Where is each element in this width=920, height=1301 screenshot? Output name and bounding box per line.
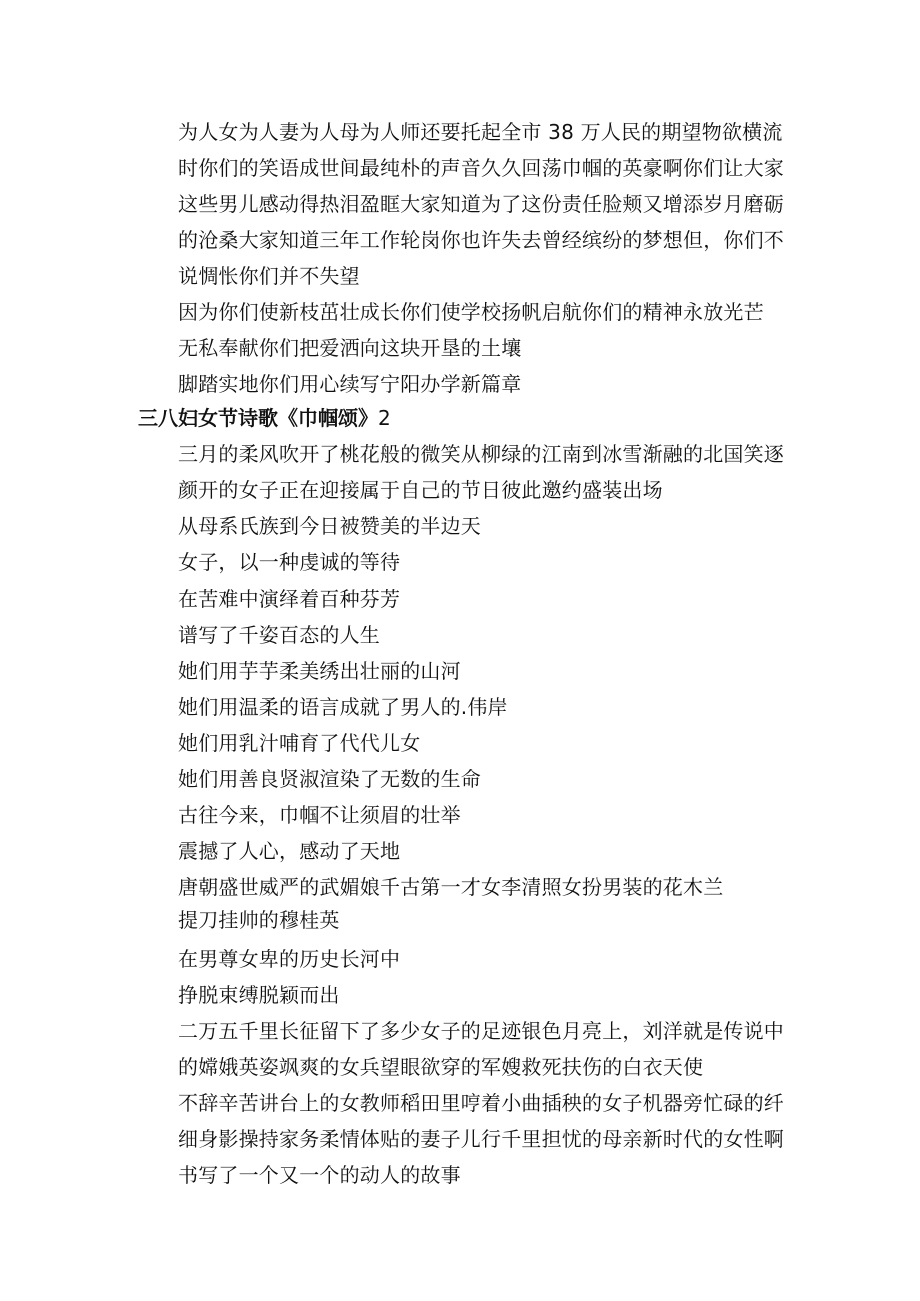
poem-heading xyxy=(138,406,391,430)
poem-line: 二万五千里长征留下了多少女子的足迹银色月亮上，刘洋就是传说中 xyxy=(178,1019,784,1043)
poem-line: 的沧桑大家知道三年工作轮岗你也许失去曾经缤纷的梦想但，你们不 xyxy=(178,228,784,252)
poem-line: 古往今来，巾帼不让须眉的壮举 xyxy=(178,803,461,827)
poem-line: 为人女为人妻为人母为人师还要托起全市 38 万人民的期望物欲横流 xyxy=(178,120,783,144)
poem-line: 在男尊女卑的历史长河中 xyxy=(178,947,401,971)
poem-title: 三八妇女节诗歌《巾帼颂》 xyxy=(138,406,378,430)
poem-line: 她们用温柔的语言成就了男人的.伟岸 xyxy=(178,695,508,719)
poem-line: 不辞辛苦讲台上的女教师稻田里哼着小曲插秧的女子机器旁忙碌的纤 xyxy=(178,1091,784,1115)
poem-line: 书写了一个又一个的动人的故事 xyxy=(178,1163,461,1187)
poem-line: 震撼了人心，感动了天地 xyxy=(178,839,401,863)
poem-line: 这些男儿感动得热泪盈眶大家知道为了这份责任脸颊又增添岁月磨砺 xyxy=(178,192,784,216)
poem-line: 在苦难中演绎着百种芬芳 xyxy=(178,587,401,611)
poem-line: 谱写了千姿百态的人生 xyxy=(178,623,380,647)
poem-line: 脚踏实地你们用心续写宁阳办学新篇章 xyxy=(178,372,522,396)
poem-line: 时你们的笑语成世间最纯朴的声音久久回荡巾帼的英豪啊你们让大家 xyxy=(178,156,784,180)
poem-line: 唐朝盛世威严的武媚娘千古第一才女李清照女扮男装的花木兰 xyxy=(178,875,724,899)
poem-line: 她们用芋芋柔美绣出壮丽的山河 xyxy=(178,659,461,683)
poem-line: 提刀挂帅的穆桂英 xyxy=(178,908,340,932)
poem-line: 她们用乳汁哺育了代代儿女 xyxy=(178,731,421,755)
poem-line: 无私奉献你们把爱洒向这块开垦的土壤 xyxy=(178,336,522,360)
poem-line: 说惆怅你们并不失望 xyxy=(178,264,360,288)
poem-line: 因为你们使新枝茁壮成长你们使学校扬帆启航你们的精神永放光芒 xyxy=(178,300,764,324)
poem-number: 2 xyxy=(378,406,391,430)
poem-line: 挣脱束缚脱颖而出 xyxy=(178,983,340,1007)
poem-line: 三月的柔风吹开了桃花般的微笑从柳绿的江南到冰雪渐融的北国笑逐 xyxy=(178,442,784,466)
poem-line: 女子，以一种虔诚的等待 xyxy=(178,550,401,574)
poem-line: 细身影操持家务柔情体贴的妻子儿行千里担忧的母亲新时代的女性啊 xyxy=(178,1127,784,1151)
poem-line: 从母系氏族到今日被赞美的半边天 xyxy=(178,514,481,538)
poem-line: 的嫦娥英姿飒爽的女兵望眼欲穿的军嫂救死扶伤的白衣天使 xyxy=(178,1055,704,1079)
poem-line: 颜开的女子正在迎接属于自己的节日彼此邀约盛装出场 xyxy=(178,478,663,502)
poem-line: 她们用善良贤淑渲染了无数的生命 xyxy=(178,767,481,791)
